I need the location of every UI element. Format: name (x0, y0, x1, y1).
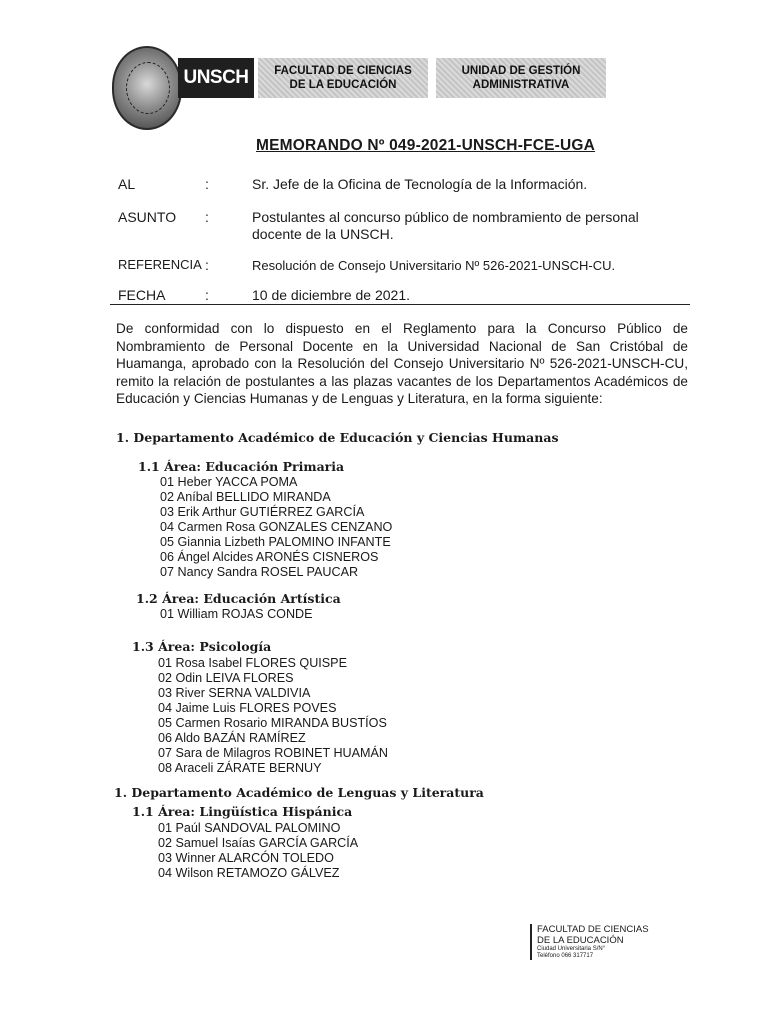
list-item: 06 Aldo BAZÁN RAMÍREZ (158, 731, 306, 745)
field-value-al: Sr. Jefe de la Oficina de Tecnología de la Información. (252, 176, 588, 192)
department-heading: 1. Departamento Académico de Educación y Ciencias Humanas (116, 430, 559, 445)
stamp-line-1: FACULTAD DE CIENCIAS (537, 924, 649, 935)
stamp-line-3: Ciudad Universitaria S/N° (537, 946, 606, 952)
list-item: 03 River SERNA VALDIVIA (158, 686, 311, 700)
faculty-line-2: DE LA EDUCACIÓN (289, 79, 397, 91)
list-item: 07 Sara de Milagros ROBINET HUAMÁN (158, 746, 389, 760)
list-item: 05 Giannia Lizbeth PALOMINO INFANTE (160, 535, 391, 549)
memo-title: MEMORANDO Nº 049-2021-UNSCH-FCE-UGA (256, 137, 596, 154)
list-item: 07 Nancy Sandra ROSEL PAUCAR (160, 565, 359, 579)
list-item: 05 Carmen Rosario MIRANDA BUSTÍOS (158, 716, 387, 730)
field-value-asunto: Postulantes al concurso público de nombramiento de personal docente de la UNSCH. (252, 209, 639, 242)
field-label-asunto: ASUNTO (118, 209, 177, 225)
area-heading: 1.1 Área: Educación Primaria (138, 459, 345, 474)
unit-header-box (436, 58, 606, 98)
stamp-line-4: Teléfono 066 317717 (537, 953, 594, 959)
list-item: 03 Winner ALARCÓN TOLEDO (158, 851, 334, 865)
stamp-line-2: DE LA EDUCACIÓN (537, 935, 624, 946)
field-colon: : (205, 257, 209, 273)
university-seal-icon (112, 46, 182, 130)
list-item: 01 Heber YACCA POMA (160, 475, 298, 489)
faculty-line-1: FACULTAD DE CIENCIAS (274, 65, 412, 77)
area-heading: 1.3 Área: Psicología (132, 639, 272, 654)
field-colon: : (205, 209, 209, 225)
list-item: 02 Odin LEIVA FLORES (158, 671, 294, 685)
faculty-header-box (258, 58, 428, 98)
list-item: 02 Samuel Isaías GARCÍA GARCÍA (158, 836, 359, 850)
divider-line (110, 304, 690, 305)
field-label-fecha: FECHA (118, 287, 166, 303)
list-item: 04 Wilson RETAMOZO GÁLVEZ (158, 866, 340, 880)
list-item: 04 Jaime Luis FLORES POVES (158, 701, 337, 715)
list-item: 01 William ROJAS CONDE (160, 607, 313, 621)
list-item: 06 Ángel Alcides ARONÉS CISNEROS (160, 550, 379, 564)
field-colon: : (205, 176, 209, 192)
list-item: 01 Rosa Isabel FLORES QUISPE (158, 656, 347, 670)
unit-line-2: ADMINISTRATIVA (472, 79, 570, 91)
list-item: 04 Carmen Rosa GONZALES CENZANO (160, 520, 393, 534)
unit-line-1: UNIDAD DE GESTIÓN (461, 65, 581, 77)
list-item: 01 Paúl SANDOVAL PALOMINO (158, 821, 341, 835)
field-value-fecha: 10 de diciembre de 2021. (252, 287, 410, 303)
list-item: 08 Araceli ZÁRATE BERNUY (158, 761, 322, 775)
area-heading: 1.2 Área: Educación Artística (136, 591, 341, 606)
field-label-referencia: REFERENCIA (118, 257, 202, 272)
field-label-al: AL (118, 176, 136, 192)
list-item: 03 Erik Arthur GUTIÉRREZ GARCÍA (160, 505, 365, 519)
area-heading: 1.1 Área: Lingüística Hispánica (132, 804, 353, 819)
department-heading: 1. Departamento Académico de Lenguas y Literatura (114, 785, 484, 800)
field-colon: : (205, 287, 209, 303)
memo-body: De conformidad con lo dispuesto en el Reglamento para la Concurso Público de Nombramiento de Personal Docente en la Universidad Nacional de San Cristóbal de Huamanga, aprobado con la Resolución del Consejo Universitario Nº 526-2021-UNSCH-CU, remito la relación de postulantes a las plazas vacantes de los Departamentos Académicos de Educación y Ciencias Humanas y de Lenguas y Literatura, en la forma siguiente: (116, 321, 688, 407)
unsch-logo: UNSCH (178, 58, 254, 98)
faculty-stamp (530, 924, 649, 960)
list-item: 02 Aníbal BELLIDO MIRANDA (160, 490, 331, 504)
field-value-referencia: Resolución de Consejo Universitario Nº 526-2021-UNSCH-CU. (252, 258, 616, 273)
